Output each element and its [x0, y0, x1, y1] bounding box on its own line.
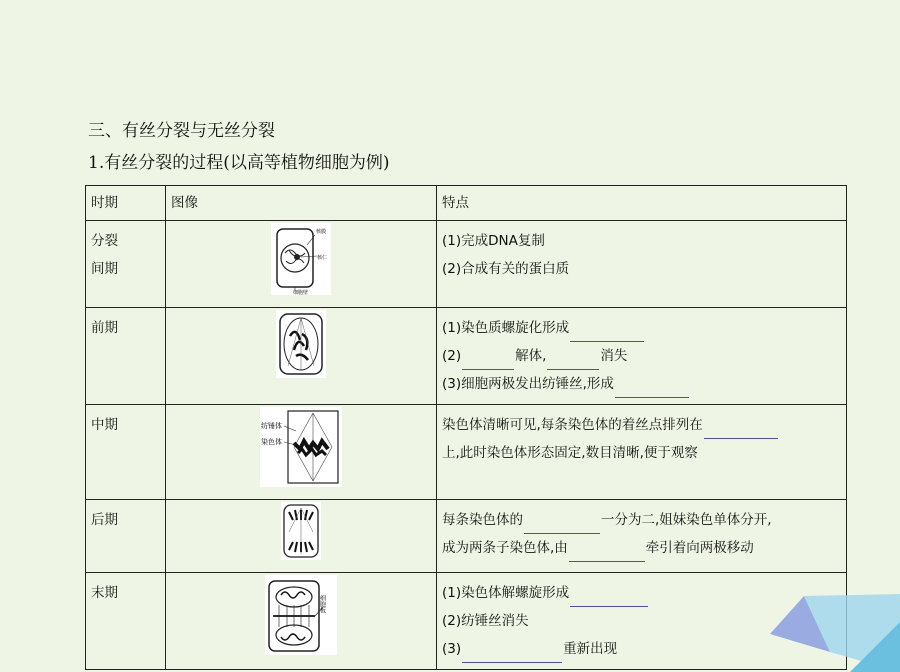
- feature-line: [442, 506, 841, 534]
- table-header-row: [86, 186, 847, 221]
- feature-text: 一分为二,姐妹染色单体分开,: [601, 512, 772, 528]
- answer-blank[interactable]: [570, 323, 644, 342]
- label-nucleolus: 核仁: [317, 255, 328, 261]
- answer-blank[interactable]: [524, 515, 600, 534]
- feature-text: (2)合成有关的蛋白质: [442, 261, 570, 277]
- section-title: 三、有丝分裂与无丝分裂: [88, 121, 275, 141]
- feature-line: [442, 411, 841, 439]
- image-cell: [166, 500, 437, 573]
- answer-blank[interactable]: [462, 351, 514, 370]
- features-cell: [437, 405, 847, 500]
- prophase-cell-diagram: [276, 310, 326, 378]
- feature-text: (1)完成DNA复制: [442, 233, 545, 249]
- feature-text: (1)染色体解螺旋形成: [442, 585, 570, 601]
- label-nuclear-membrane: 核膜: [316, 229, 327, 235]
- feature-line: [442, 534, 841, 562]
- image-cell: [166, 221, 437, 308]
- feature-text: 每条染色体的: [442, 512, 523, 528]
- feature-line: [442, 314, 841, 342]
- stage-label: 分裂: [91, 233, 118, 249]
- label-cell-plate: 细胞板: [318, 595, 326, 613]
- table-row: [86, 573, 847, 670]
- interphase-cell-diagram: [271, 223, 331, 295]
- header-image: 图像: [166, 186, 437, 221]
- answer-blank[interactable]: [704, 420, 778, 439]
- answer-blank[interactable]: [462, 644, 562, 663]
- image-cell: [166, 308, 437, 405]
- features-cell: [437, 221, 847, 308]
- feature-text: 消失: [600, 348, 628, 364]
- table-row: [86, 405, 847, 500]
- anaphase-cell-diagram: [281, 502, 321, 560]
- stage-cell: 前期: [86, 308, 166, 405]
- answer-blank[interactable]: [547, 351, 599, 370]
- table-row: [86, 308, 847, 405]
- subsection-title: 1.有丝分裂的过程(以高等植物细胞为例): [88, 153, 390, 173]
- label-cell-wall: 细胞壁: [293, 290, 309, 295]
- feature-text: (1)染色质螺旋化形成: [442, 320, 570, 336]
- telophase-cell-diagram: [265, 575, 337, 655]
- feature-line: [442, 342, 841, 370]
- feature-text: (2)纺锤丝消失: [442, 613, 529, 629]
- stage-label: 间期: [91, 261, 118, 277]
- stage-cell: 中期: [86, 405, 166, 500]
- feature-text: 牵引着向两极移动: [645, 540, 754, 556]
- feature-text: 染色体清晰可见,每条染色体的着丝点排列在: [442, 417, 703, 433]
- feature-text: 成为两条子染色体,由: [442, 540, 568, 556]
- mitosis-table: [85, 185, 847, 670]
- feature-text: (2): [442, 348, 462, 364]
- feature-text: (3): [442, 641, 462, 657]
- image-cell: [166, 573, 437, 670]
- label-spindle: 纺锤体: [261, 422, 282, 430]
- table-row: [86, 221, 847, 308]
- metaphase-cell-diagram: [260, 407, 342, 487]
- stage-cell: [86, 221, 166, 308]
- header-stage: 时期: [86, 186, 166, 221]
- answer-blank[interactable]: [570, 588, 648, 607]
- stage-cell: 后期: [86, 500, 166, 573]
- feature-text: 重新出现: [563, 641, 618, 657]
- feature-text: 解体,: [515, 348, 547, 364]
- header-features: 特点: [437, 186, 847, 221]
- table-row: [86, 500, 847, 573]
- decorative-corner-shapes: [770, 592, 900, 672]
- feature-line: [442, 370, 841, 398]
- feature-text: (3)细胞两极发出纺锤丝,形成: [442, 376, 614, 392]
- features-cell: [437, 500, 847, 573]
- answer-blank[interactable]: [569, 543, 645, 562]
- label-chromosome: 染色体: [261, 438, 282, 446]
- image-cell: [166, 405, 437, 500]
- feature-text: 上,此时染色体形态固定,数目清晰,便于观察: [442, 445, 698, 461]
- answer-blank[interactable]: [615, 379, 689, 398]
- features-cell: [437, 308, 847, 405]
- stage-cell: 末期: [86, 573, 166, 670]
